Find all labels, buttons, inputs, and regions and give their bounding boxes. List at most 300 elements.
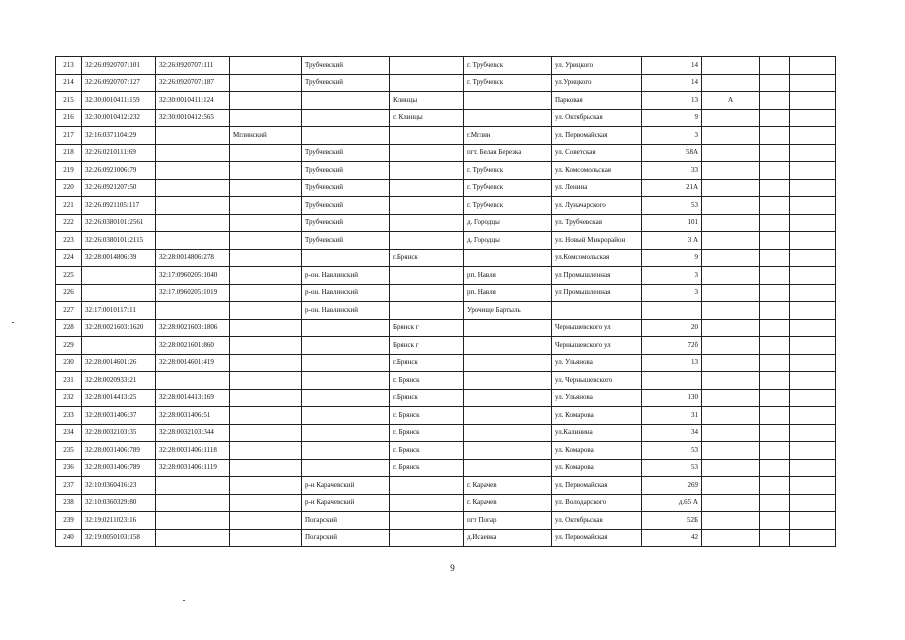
street-cell xyxy=(552,302,642,320)
street-cell: ул. Комсомольская xyxy=(552,162,642,180)
street-cell: ул.Калинина xyxy=(552,424,642,442)
extra-cell xyxy=(760,477,790,495)
cadastral-number-cell: 32:26:0920707:127 xyxy=(82,74,156,92)
street-cell: ул Промышленная xyxy=(552,284,642,302)
extra-2-cell xyxy=(790,249,836,267)
row-number-cell: 230 xyxy=(56,354,82,372)
city-cell xyxy=(390,144,464,162)
extra-cell xyxy=(760,442,790,460)
district-2-cell xyxy=(302,249,390,267)
table-row xyxy=(56,512,836,530)
row-number-cell: 219 xyxy=(56,162,82,180)
cadastral-number-cell: 32:26:0921207:50 xyxy=(82,179,156,197)
district-2-cell xyxy=(302,442,390,460)
row-number-cell: 226 xyxy=(56,284,82,302)
letter-cell xyxy=(702,197,760,215)
letter-cell: А xyxy=(702,92,760,110)
settlement-cell: пгт Погар xyxy=(464,512,552,530)
letter-cell xyxy=(702,442,760,460)
cadastral-number-cell: 32:28:0014601:26 xyxy=(82,354,156,372)
cadastral-number-cell: 32:10:0360416:23 xyxy=(82,477,156,495)
table-row xyxy=(56,319,836,337)
cadastral-number-2-cell xyxy=(156,529,230,547)
extra-2-cell xyxy=(790,74,836,92)
district-2-cell xyxy=(302,337,390,355)
district-2-cell: Трубчевский xyxy=(302,144,390,162)
cadastral-number-cell: 32:10:0360329:80 xyxy=(82,494,156,512)
extra-cell xyxy=(760,424,790,442)
settlement-cell: г. Трубчевск xyxy=(464,74,552,92)
letter-cell xyxy=(702,127,760,145)
extra-2-cell xyxy=(790,319,836,337)
settlement-cell: Урочище Бартыль xyxy=(464,302,552,320)
extra-2-cell xyxy=(790,92,836,110)
district-cell xyxy=(230,407,302,425)
table-row xyxy=(56,127,836,145)
district-cell xyxy=(230,354,302,372)
extra-cell xyxy=(760,92,790,110)
city-cell xyxy=(390,74,464,92)
table-row xyxy=(56,459,836,477)
extra-cell xyxy=(760,162,790,180)
letter-cell xyxy=(702,319,760,337)
settlement-cell: д. Городцы xyxy=(464,232,552,250)
house-number-cell: 34 xyxy=(642,424,702,442)
table-row xyxy=(56,354,836,372)
extra-2-cell xyxy=(790,109,836,127)
extra-2-cell xyxy=(790,144,836,162)
settlement-cell: г.Мглин xyxy=(464,127,552,145)
house-number-cell: 14 xyxy=(642,74,702,92)
table-row xyxy=(56,232,836,250)
letter-cell xyxy=(702,249,760,267)
extra-cell xyxy=(760,319,790,337)
district-2-cell: р-н Карачевский xyxy=(302,494,390,512)
district-2-cell xyxy=(302,109,390,127)
city-cell: Клинцы xyxy=(390,92,464,110)
cadastral-number-2-cell xyxy=(156,162,230,180)
extra-2-cell xyxy=(790,512,836,530)
scan-speck xyxy=(12,322,14,323)
district-cell xyxy=(230,197,302,215)
row-number-cell: 215 xyxy=(56,92,82,110)
extra-2-cell xyxy=(790,127,836,145)
settlement-cell xyxy=(464,337,552,355)
district-cell xyxy=(230,477,302,495)
extra-cell xyxy=(760,127,790,145)
extra-2-cell xyxy=(790,477,836,495)
cadastral-number-2-cell: 32:28:0032103:344 xyxy=(156,424,230,442)
district-cell xyxy=(230,319,302,337)
city-cell xyxy=(390,494,464,512)
table-row xyxy=(56,249,836,267)
cadastral-number-cell: 32:28:0020933:21 xyxy=(82,372,156,390)
table-row xyxy=(56,179,836,197)
cadastral-number-2-cell xyxy=(156,127,230,145)
street-cell: ул. Комарова xyxy=(552,442,642,460)
cadastral-number-2-cell: 32:28:0031406:1119 xyxy=(156,459,230,477)
district-2-cell xyxy=(302,459,390,477)
extra-cell xyxy=(760,389,790,407)
house-number-cell: 33 xyxy=(642,162,702,180)
district-2-cell: Трубчевский xyxy=(302,232,390,250)
house-number-cell: 130 xyxy=(642,389,702,407)
house-number-cell: 269 xyxy=(642,477,702,495)
house-number-cell: 101 xyxy=(642,214,702,232)
house-number-cell: 53 xyxy=(642,197,702,215)
row-number-cell: 221 xyxy=(56,197,82,215)
extra-2-cell xyxy=(790,459,836,477)
street-cell: ул. Первомайская xyxy=(552,529,642,547)
city-cell xyxy=(390,267,464,285)
row-number-cell: 238 xyxy=(56,494,82,512)
cadastral-number-cell: 32:28:0031406:789 xyxy=(82,442,156,460)
settlement-cell xyxy=(464,249,552,267)
letter-cell xyxy=(702,302,760,320)
cadastral-number-2-cell xyxy=(156,197,230,215)
letter-cell xyxy=(702,389,760,407)
settlement-cell xyxy=(464,407,552,425)
extra-cell xyxy=(760,354,790,372)
city-cell: г. Брянск xyxy=(390,372,464,390)
district-2-cell xyxy=(302,319,390,337)
extra-cell xyxy=(760,459,790,477)
table-row xyxy=(56,389,836,407)
table-body xyxy=(56,57,836,547)
house-number-cell: 21А xyxy=(642,179,702,197)
city-cell: г.Брянск xyxy=(390,389,464,407)
cadastral-number-cell: 32:28:0014806:39 xyxy=(82,249,156,267)
extra-2-cell xyxy=(790,407,836,425)
district-cell xyxy=(230,249,302,267)
cadastral-number-cell xyxy=(82,337,156,355)
district-2-cell: Трубчевский xyxy=(302,214,390,232)
district-2-cell: Трубчевский xyxy=(302,74,390,92)
cadastral-number-cell: 32:28:0032103:35 xyxy=(82,424,156,442)
street-cell: ул. Комарова xyxy=(552,459,642,477)
row-number-cell: 239 xyxy=(56,512,82,530)
house-number-cell: 58А xyxy=(642,144,702,162)
table-row xyxy=(56,284,836,302)
district-2-cell: Трубчевский xyxy=(302,57,390,75)
street-cell: Чернышевского ул xyxy=(552,337,642,355)
district-cell xyxy=(230,109,302,127)
street-cell: Чернышевского ул xyxy=(552,319,642,337)
cadastral-number-cell: 32:19:0050103:158 xyxy=(82,529,156,547)
house-number-cell: 9 xyxy=(642,109,702,127)
extra-2-cell xyxy=(790,302,836,320)
cadastral-number-2-cell: 32:28:0031406:1118 xyxy=(156,442,230,460)
district-cell xyxy=(230,459,302,477)
district-2-cell: р-н Карачевский xyxy=(302,477,390,495)
street-cell: ул. Ленина xyxy=(552,179,642,197)
city-cell xyxy=(390,302,464,320)
district-cell xyxy=(230,179,302,197)
district-cell xyxy=(230,494,302,512)
street-cell: ул. Ульянова xyxy=(552,354,642,372)
house-number-cell: 14 xyxy=(642,57,702,75)
row-number-cell: 235 xyxy=(56,442,82,460)
extra-2-cell xyxy=(790,494,836,512)
cadastral-number-cell: 32:17:0010117:11 xyxy=(82,302,156,320)
settlement-cell xyxy=(464,442,552,460)
district-cell: Мглинский xyxy=(230,127,302,145)
extra-cell xyxy=(760,512,790,530)
district-2-cell: р-он. Навлинский xyxy=(302,284,390,302)
extra-2-cell xyxy=(790,372,836,390)
cadastral-number-cell: 32:28:0031406:37 xyxy=(82,407,156,425)
table-row xyxy=(56,442,836,460)
extra-2-cell xyxy=(790,232,836,250)
street-cell: ул. Советская xyxy=(552,144,642,162)
house-number-cell: 3 xyxy=(642,127,702,145)
city-cell xyxy=(390,477,464,495)
extra-2-cell xyxy=(790,214,836,232)
extra-cell xyxy=(760,57,790,75)
table-row xyxy=(56,372,836,390)
district-2-cell xyxy=(302,354,390,372)
letter-cell xyxy=(702,354,760,372)
city-cell xyxy=(390,284,464,302)
district-2-cell: Трубчевский xyxy=(302,197,390,215)
house-number-cell: 20 xyxy=(642,319,702,337)
settlement-cell: г. Карачев xyxy=(464,494,552,512)
letter-cell xyxy=(702,477,760,495)
cadastral-number-2-cell: 32:28:0014413:169 xyxy=(156,389,230,407)
cadastral-number-2-cell: 32:30:0010411:124 xyxy=(156,92,230,110)
district-cell xyxy=(230,144,302,162)
district-cell xyxy=(230,372,302,390)
extra-2-cell xyxy=(790,162,836,180)
settlement-cell xyxy=(464,92,552,110)
city-cell xyxy=(390,162,464,180)
city-cell: г. Брянск xyxy=(390,424,464,442)
letter-cell xyxy=(702,214,760,232)
cadastral-number-2-cell xyxy=(156,302,230,320)
cadastral-number-2-cell xyxy=(156,477,230,495)
street-cell: ул. Первомайская xyxy=(552,127,642,145)
cadastral-number-2-cell: 32:28:0014806:278 xyxy=(156,249,230,267)
house-number-cell xyxy=(642,372,702,390)
row-number-cell: 224 xyxy=(56,249,82,267)
street-cell: ул. Чернышевского xyxy=(552,372,642,390)
cadastral-number-cell: 32:26.0921105:117 xyxy=(82,197,156,215)
extra-2-cell xyxy=(790,337,836,355)
district-2-cell: Погарский xyxy=(302,529,390,547)
cadastral-number-2-cell xyxy=(156,232,230,250)
table-row xyxy=(56,74,836,92)
city-cell xyxy=(390,57,464,75)
row-number-cell: 237 xyxy=(56,477,82,495)
cadastral-number-cell: 32:28:0021603:1620 xyxy=(82,319,156,337)
extra-cell xyxy=(760,109,790,127)
cadastral-number-cell: 32:26:0920707:101 xyxy=(82,57,156,75)
letter-cell xyxy=(702,232,760,250)
table-row xyxy=(56,302,836,320)
cadastral-number-cell: 32:26:0210111:69 xyxy=(82,144,156,162)
cadastral-number-cell: 32:30:0010412:232 xyxy=(82,109,156,127)
row-number-cell: 227 xyxy=(56,302,82,320)
city-cell xyxy=(390,214,464,232)
cadastral-number-2-cell: 32:28:0021601:860 xyxy=(156,337,230,355)
letter-cell xyxy=(702,162,760,180)
district-2-cell: Погарский xyxy=(302,512,390,530)
extra-cell xyxy=(760,232,790,250)
house-number-cell: 13 xyxy=(642,92,702,110)
city-cell: Брянск г xyxy=(390,319,464,337)
city-cell xyxy=(390,197,464,215)
letter-cell xyxy=(702,179,760,197)
cadastral-number-cell: 32:28:0031406:789 xyxy=(82,459,156,477)
extra-2-cell xyxy=(790,179,836,197)
district-cell xyxy=(230,424,302,442)
row-number-cell: 220 xyxy=(56,179,82,197)
cadastral-number-cell: 32:26:0380101:2561 xyxy=(82,214,156,232)
city-cell xyxy=(390,529,464,547)
settlement-cell xyxy=(464,319,552,337)
cadastral-number-2-cell: 32:28:0014601:419 xyxy=(156,354,230,372)
settlement-cell: г. Трубчевск xyxy=(464,197,552,215)
street-cell: ул. Ульянова xyxy=(552,389,642,407)
table-row xyxy=(56,162,836,180)
cadastral-number-cell: 32:19:0211023:16 xyxy=(82,512,156,530)
cadastral-number-2-cell xyxy=(156,144,230,162)
extra-cell xyxy=(760,197,790,215)
settlement-cell xyxy=(464,389,552,407)
extra-cell xyxy=(760,494,790,512)
house-number-cell: 9 xyxy=(642,249,702,267)
house-number-cell: 53 xyxy=(642,459,702,477)
street-cell: ул. Комарова xyxy=(552,407,642,425)
city-cell: г.Брянск xyxy=(390,354,464,372)
row-number-cell: 231 xyxy=(56,372,82,390)
extra-cell xyxy=(760,179,790,197)
table-row xyxy=(56,92,836,110)
extra-2-cell xyxy=(790,389,836,407)
extra-cell xyxy=(760,337,790,355)
cadastral-number-2-cell xyxy=(156,494,230,512)
settlement-cell: г. Трубчевск xyxy=(464,57,552,75)
street-cell: ул.Урицкого xyxy=(552,74,642,92)
extra-cell xyxy=(760,144,790,162)
settlement-cell: д.Исаевка xyxy=(464,529,552,547)
house-number-cell: 3 xyxy=(642,267,702,285)
cadastral-number-2-cell xyxy=(156,512,230,530)
district-cell xyxy=(230,162,302,180)
house-number-cell: 3 xyxy=(642,284,702,302)
settlement-cell: рп. Навля xyxy=(464,267,552,285)
cadastral-number-cell xyxy=(82,267,156,285)
city-cell: г.Брянск xyxy=(390,249,464,267)
extra-2-cell xyxy=(790,284,836,302)
table-row xyxy=(56,197,836,215)
row-number-cell: 223 xyxy=(56,232,82,250)
cadastral-number-cell: 32:26:0921006:79 xyxy=(82,162,156,180)
row-number-cell: 213 xyxy=(56,57,82,75)
extra-cell xyxy=(760,302,790,320)
row-number-cell: 225 xyxy=(56,267,82,285)
street-cell: ул Промышленная xyxy=(552,267,642,285)
extra-cell xyxy=(760,407,790,425)
extra-2-cell xyxy=(790,529,836,547)
district-cell xyxy=(230,529,302,547)
district-2-cell xyxy=(302,372,390,390)
table-row xyxy=(56,109,836,127)
extra-2-cell xyxy=(790,197,836,215)
row-number-cell: 240 xyxy=(56,529,82,547)
district-2-cell: Трубчевский xyxy=(302,179,390,197)
city-cell xyxy=(390,232,464,250)
extra-cell xyxy=(760,249,790,267)
district-2-cell xyxy=(302,127,390,145)
property-table xyxy=(55,56,836,547)
table-row xyxy=(56,529,836,547)
letter-cell xyxy=(702,494,760,512)
house-number-cell xyxy=(642,302,702,320)
cadastral-number-2-cell: 32:17.0960205:1019 xyxy=(156,284,230,302)
house-number-cell: 52Б xyxy=(642,512,702,530)
city-cell: г. Брянск xyxy=(390,442,464,460)
district-2-cell: Трубчевский xyxy=(302,162,390,180)
cadastral-number-cell: 32:26:0380101:2115 xyxy=(82,232,156,250)
settlement-cell: г. Трубчевск xyxy=(464,162,552,180)
street-cell: ул. Новый Микрорайон xyxy=(552,232,642,250)
table-row xyxy=(56,214,836,232)
street-cell: ул.Комсомольская xyxy=(552,249,642,267)
letter-cell xyxy=(702,284,760,302)
street-cell: ул. Первомайская xyxy=(552,477,642,495)
letter-cell xyxy=(702,144,760,162)
district-cell xyxy=(230,267,302,285)
settlement-cell: г. Трубчевск xyxy=(464,179,552,197)
cadastral-number-2-cell xyxy=(156,372,230,390)
city-cell xyxy=(390,512,464,530)
city-cell: г. Клинцы xyxy=(390,109,464,127)
extra-cell xyxy=(760,284,790,302)
table-row xyxy=(56,337,836,355)
table-row xyxy=(56,267,836,285)
house-number-cell: 42 xyxy=(642,529,702,547)
extra-cell xyxy=(760,529,790,547)
district-2-cell: р-он. Навлинский xyxy=(302,267,390,285)
district-cell xyxy=(230,214,302,232)
row-number-cell: 222 xyxy=(56,214,82,232)
table-row xyxy=(56,424,836,442)
house-number-cell: 53 xyxy=(642,442,702,460)
cadastral-number-2-cell: 32:28:0031406:51 xyxy=(156,407,230,425)
cadastral-number-2-cell xyxy=(156,214,230,232)
row-number-cell: 232 xyxy=(56,389,82,407)
extra-cell xyxy=(760,214,790,232)
row-number-cell: 228 xyxy=(56,319,82,337)
district-cell xyxy=(230,337,302,355)
letter-cell xyxy=(702,109,760,127)
house-number-cell: 13 xyxy=(642,354,702,372)
letter-cell xyxy=(702,57,760,75)
city-cell xyxy=(390,179,464,197)
district-2-cell: р-он. Навлинский xyxy=(302,302,390,320)
cadastral-number-cell: 32:30:0010411:159 xyxy=(82,92,156,110)
settlement-cell: д. Городцы xyxy=(464,214,552,232)
cadastral-number-2-cell: 32:30:0010412:565 xyxy=(156,109,230,127)
cadastral-number-2-cell: 32:26:0920707:187 xyxy=(156,74,230,92)
extra-2-cell xyxy=(790,354,836,372)
city-cell xyxy=(390,127,464,145)
city-cell: Брянск г xyxy=(390,337,464,355)
table-row xyxy=(56,57,836,75)
street-cell: ул. Урицкого xyxy=(552,57,642,75)
street-cell: ул. Луначарского xyxy=(552,197,642,215)
